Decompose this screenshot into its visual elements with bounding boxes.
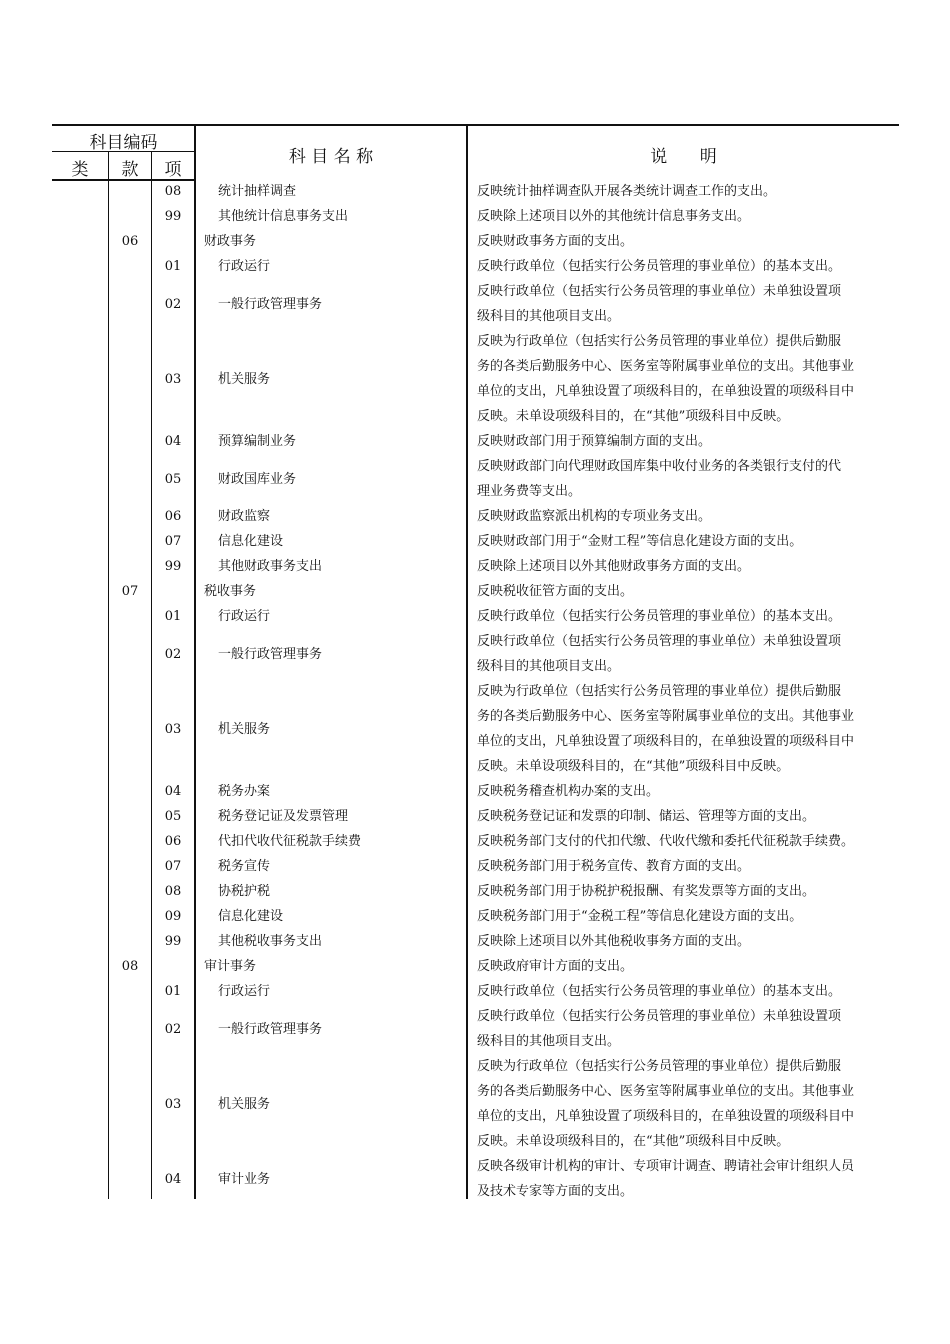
subject-name: 一般行政管理事务 [218, 296, 323, 312]
subject-name: 其他财政事务支出 [218, 559, 323, 574]
subject-description: 反映政府审计方面的支出。 [477, 959, 634, 974]
xiang-code: 09 [164, 909, 182, 924]
subject-description: 反映财政部门用于预算编制方面的支出。 [477, 434, 712, 449]
desc-header: 说 明 [650, 147, 717, 167]
xiang-code: 04 [164, 784, 182, 799]
code-group-header: 科目编码 [89, 133, 158, 153]
subject-description: 反映财政部门用于“金财工程”等信息化建设方面的支出。 [477, 534, 803, 549]
subject-name: 财政事务 [204, 234, 257, 249]
xiang-code: 02 [164, 1021, 182, 1037]
subject-name: 协税护税 [218, 884, 271, 899]
xiang-code: 06 [164, 509, 182, 524]
subject-name: 信息化建设 [218, 534, 284, 549]
subject-description: 反映税务部门支付的代扣代缴、代收代缴和委托代征税款手续费。 [477, 834, 855, 849]
xiang-code: 01 [164, 609, 182, 624]
subject-description: 反映税务部门用于协税护税报酬、有奖发票等方面的支出。 [477, 884, 816, 899]
subject-description: 反映行政单位（包括实行公务员管理的事业单位）未单独设置项 级科目的其他项目支出。 [477, 284, 842, 324]
subject-description: 反映为行政单位（包括实行公务员管理的事业单位）提供后勤服 务的各类后勤服务中心、医务室等附属事业单位的支出。其他事业 单位的支出，凡单独设置了项级科目的，在单独设置的项级科目中 反映。未单设项级科目的，在“其他”项级科目中反映。 [477, 334, 855, 424]
xiang-code: 07 [164, 859, 182, 874]
xiang-code: 02 [164, 296, 182, 312]
xiang-code: 04 [164, 434, 182, 449]
subject-name: 行政运行 [218, 984, 271, 999]
top-rule [52, 124, 899, 126]
subject-description: 反映财政事务方面的支出。 [477, 234, 634, 249]
xiang-code: 03 [164, 721, 182, 737]
xiang-code: 08 [164, 884, 182, 899]
xiang-code: 01 [164, 259, 182, 274]
xiang-code: 02 [164, 646, 182, 662]
kuan-code: 06 [121, 234, 139, 249]
subject-name: 一般行政管理事务 [218, 1021, 323, 1037]
subject-name: 行政运行 [218, 259, 271, 274]
subject-description: 反映财政部门向代理财政国库集中收付业务的各类银行支付的代 理业务费等支出。 [477, 459, 842, 499]
subject-description: 反映税务登记证和发票的印制、储运、管理等方面的支出。 [477, 809, 816, 824]
subject-name: 其他税收事务支出 [218, 934, 323, 949]
subject-description: 反映税务稽查机构办案的支出。 [477, 784, 660, 799]
subject-description: 反映统计抽样调查队开展各类统计调查工作的支出。 [477, 184, 777, 199]
subject-description: 反映除上述项目以外其他财政事务方面的支出。 [477, 559, 751, 574]
xiang-code: 07 [164, 534, 182, 549]
subject-name: 税收事务 [204, 584, 257, 599]
subject-name: 税务登记证及发票管理 [218, 809, 349, 824]
xiang-header: 项 [164, 160, 182, 180]
xiang-code: 05 [164, 471, 182, 487]
subject-description: 反映税收征管方面的支出。 [477, 584, 634, 599]
subject-name: 财政国库业务 [218, 471, 297, 487]
subject-description: 反映行政单位（包括实行公务员管理的事业单位）未单独设置项 级科目的其他项目支出。 [477, 1009, 842, 1049]
xiang-code: 04 [164, 1171, 182, 1187]
subject-name: 行政运行 [218, 609, 271, 624]
subject-description: 反映除上述项目以外其他税收事务方面的支出。 [477, 934, 751, 949]
subject-name: 统计抽样调查 [218, 184, 297, 199]
xiang-code: 08 [164, 184, 182, 199]
subject-name: 一般行政管理事务 [218, 646, 323, 662]
kuan-header: 款 [121, 160, 139, 180]
xiang-code: 99 [164, 209, 182, 224]
kuan-code: 07 [121, 584, 139, 599]
xiang-code: 03 [164, 1096, 182, 1112]
subject-name: 机关服务 [218, 721, 271, 737]
kuan-code: 08 [121, 959, 139, 974]
xiang-code: 99 [164, 559, 182, 574]
xiang-code: 01 [164, 984, 182, 999]
subject-description: 反映财政监察派出机构的专项业务支出。 [477, 509, 712, 524]
subject-name: 预算编制业务 [218, 434, 297, 449]
subject-description: 反映行政单位（包括实行公务员管理的事业单位）的基本支出。 [477, 259, 842, 274]
subject-name: 财政监察 [218, 509, 271, 524]
subject-description: 反映除上述项目以外的其他统计信息事务支出。 [477, 209, 751, 224]
subject-description: 反映各级审计机构的审计、专项审计调查、聘请社会审计组织人员 及技术专家等方面的支出。 [477, 1159, 855, 1199]
subject-name: 机关服务 [218, 1096, 271, 1112]
subject-description: 反映行政单位（包括实行公务员管理的事业单位）未单独设置项 级科目的其他项目支出。 [477, 634, 842, 674]
subject-name: 审计事务 [204, 959, 257, 974]
xiang-code: 05 [164, 809, 182, 824]
col-rule-xiang [194, 125, 196, 1199]
subject-name: 税务宣传 [218, 859, 271, 874]
lei-header: 类 [71, 160, 89, 180]
subject-name: 其他统计信息事务支出 [218, 209, 349, 224]
subject-name: 审计业务 [218, 1171, 271, 1187]
subject-description: 反映行政单位（包括实行公务员管理的事业单位）的基本支出。 [477, 609, 842, 624]
col-rule-name [466, 125, 468, 1199]
subject-name: 机关服务 [218, 371, 271, 387]
subject-description: 反映税务部门用于“金税工程”等信息化建设方面的支出。 [477, 909, 803, 924]
subject-description: 反映为行政单位（包括实行公务员管理的事业单位）提供后勤服 务的各类后勤服务中心、医务室等附属事业单位的支出。其他事业 单位的支出，凡单独设置了项级科目的，在单独设置的项级科目中 反映。未单设项级科目的，在“其他”项级科目中反映。 [477, 1059, 855, 1149]
subject-name: 代扣代收代征税款手续费 [218, 834, 362, 849]
col-rule-lei [108, 152, 109, 1199]
xiang-code: 99 [164, 934, 182, 949]
subject-description: 反映为行政单位（包括实行公务员管理的事业单位）提供后勤服 务的各类后勤服务中心、医务室等附属事业单位的支出。其他事业 单位的支出，凡单独设置了项级科目的，在单独设置的项级科目中 反映。未单设项级科目的，在“其他”项级科目中反映。 [477, 684, 855, 774]
name-header: 科 目 名 称 [288, 147, 374, 167]
xiang-code: 03 [164, 371, 182, 387]
subject-name: 税务办案 [218, 784, 271, 799]
subject-description: 反映行政单位（包括实行公务员管理的事业单位）的基本支出。 [477, 984, 842, 999]
subject-name: 信息化建设 [218, 909, 284, 924]
subject-description: 反映税务部门用于税务宣传、教育方面的支出。 [477, 859, 751, 874]
xiang-code: 06 [164, 834, 182, 849]
